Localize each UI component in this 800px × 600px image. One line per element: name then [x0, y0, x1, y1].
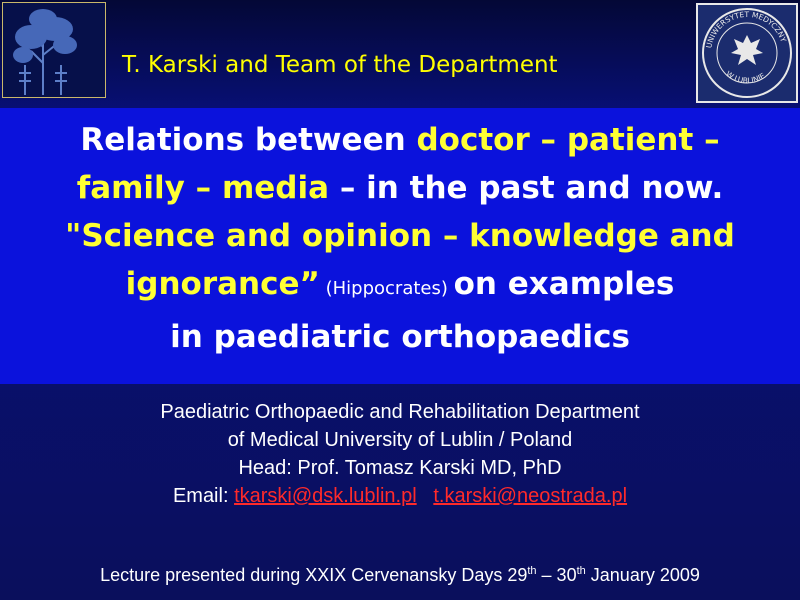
department-info	[0, 398, 800, 510]
slide-title	[0, 116, 800, 361]
title-line-5	[0, 313, 800, 361]
title-line-3	[0, 212, 800, 260]
title-highlight: "Science and opinion – knowledge and	[65, 218, 735, 254]
title-highlight: family – media	[76, 170, 330, 206]
email-link-2[interactable]: t.karski@neostrada.pl	[433, 485, 628, 507]
title-text: Relations between	[80, 122, 417, 158]
seal-text-top: UNIWERSYTET MEDYCZNY	[704, 9, 789, 49]
title-text: in paediatric orthopaedics	[170, 319, 630, 355]
title-line-1	[0, 116, 800, 164]
department-name: Paediatric Orthopaedic and Rehabilitation Department	[160, 401, 640, 423]
email-label: Email:	[172, 485, 235, 507]
lecture-note	[0, 565, 800, 586]
header-title: T. Karski and Team of the Department	[122, 52, 558, 78]
lecture-text: January 2009	[585, 565, 700, 585]
seal-text-bottom: W LUBLINIE	[724, 69, 767, 86]
ordinal-suffix: th	[527, 565, 537, 577]
tree-logo	[2, 2, 106, 98]
university-seal	[696, 3, 798, 103]
svg-text:W LUBLINIE	[724, 69, 767, 85]
lecture-text: – 30	[536, 565, 577, 585]
email-line	[0, 482, 800, 510]
title-highlight: ignorance”	[125, 266, 320, 302]
title-attribution: (Hippocrates)	[319, 278, 454, 299]
title-line-2	[0, 164, 800, 212]
ordinal-suffix: th	[576, 565, 586, 577]
lecture-text: Lecture presented during XXIX Cervenansky Days 29	[100, 565, 528, 585]
head-of-department: Head: Prof. Tomasz Karski MD, PhD	[238, 457, 562, 479]
email-link-1[interactable]: tkarski@dsk.lublin.pl	[234, 485, 417, 507]
title-highlight: doctor – patient –	[416, 122, 720, 158]
title-text: on examples	[453, 266, 675, 302]
university-name: of Medical University of Lublin / Poland	[227, 429, 573, 451]
title-text: – in the past and now.	[329, 170, 724, 206]
title-line-4	[0, 260, 800, 313]
